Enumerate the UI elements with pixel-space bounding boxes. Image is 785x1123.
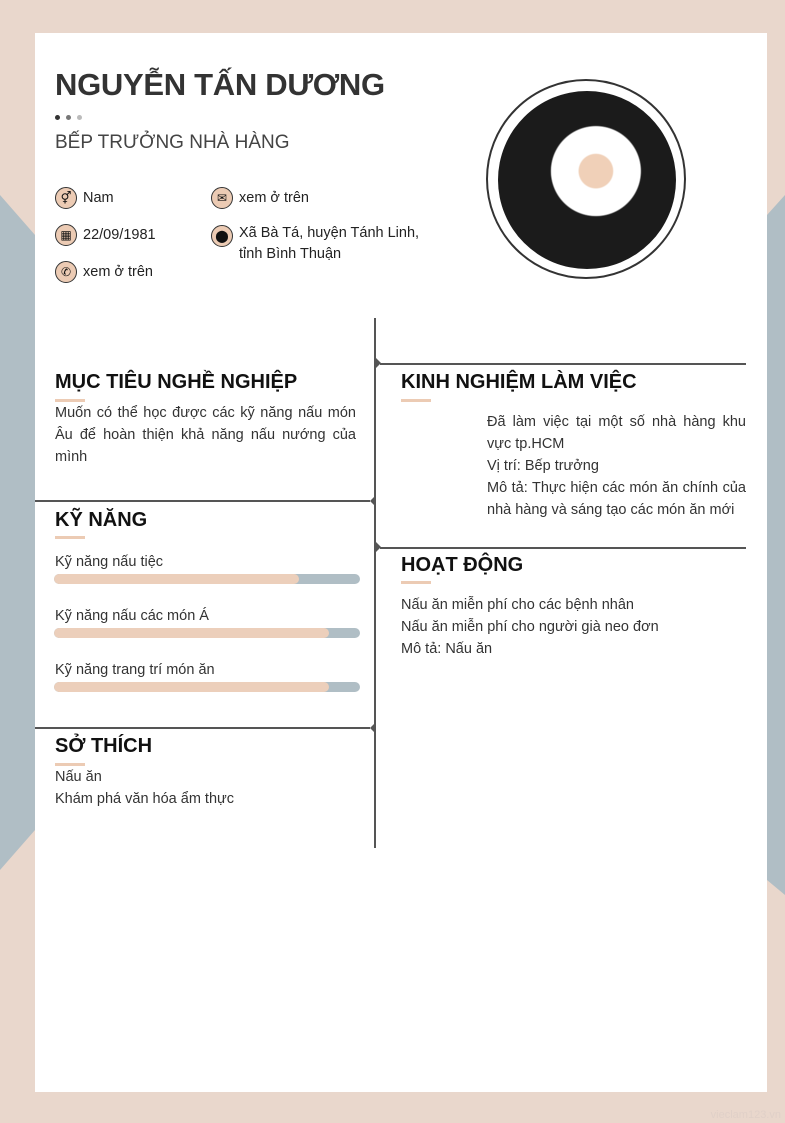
decor-dots — [55, 115, 82, 120]
gender-icon: ⚥ — [55, 187, 77, 209]
email-icon: ✉ — [211, 187, 233, 209]
skill-bar — [54, 628, 360, 638]
experience-line: Mô tả: Thực hiện các món ăn chính của nhà hàng và sáng tạo các món ăn mới — [487, 480, 746, 518]
divider — [35, 500, 370, 502]
location-icon: ⬤ — [211, 225, 233, 247]
divider — [380, 363, 746, 365]
experience-line: Đã làm việc tại một số nhà hàng khu vực tp.HCM — [487, 414, 746, 452]
skill-fill — [54, 628, 329, 638]
experience-line: Vị trí: Bếp trưởng — [487, 458, 599, 474]
skill-bar — [54, 574, 360, 584]
address-row — [211, 223, 421, 265]
birthday-value: 22/09/1981 — [83, 227, 156, 243]
arrow-marker — [370, 496, 375, 506]
skill-fill — [54, 682, 329, 692]
calendar-icon: ▦ — [55, 224, 77, 246]
timeline-divider — [374, 318, 376, 848]
email-row — [211, 188, 309, 209]
activities-heading: HOẠT ĐỘNG — [401, 554, 524, 576]
phone-row — [55, 262, 153, 283]
divider — [35, 727, 370, 729]
gender-value: Nam — [83, 190, 114, 206]
address-value: Xã Bà Tá, huyện Tánh Linh, tỉnh Bình Thuận — [239, 225, 420, 262]
skills-heading: KỸ NĂNG — [55, 509, 148, 531]
phone-value: xem ở trên — [83, 264, 153, 280]
activity-line: Nấu ăn miễn phí cho các bệnh nhân — [401, 597, 634, 613]
arrow-marker — [370, 723, 375, 733]
hobby-item: Khám phá văn hóa ẩm thực — [55, 791, 234, 807]
skill-label: Kỹ năng nấu tiệc — [55, 554, 164, 570]
heading-underline — [55, 536, 85, 539]
heading-underline — [401, 581, 431, 584]
avatar-photo — [498, 91, 676, 269]
experience-heading: KINH NGHIỆM LÀM VIỆC — [401, 371, 637, 393]
gender-row — [55, 188, 114, 209]
birthday-row — [55, 225, 156, 246]
heading-underline — [401, 399, 431, 402]
objective-heading: MỤC TIÊU NGHỀ NGHIỆP — [55, 371, 298, 393]
candidate-name: NGUYỄN TẤN DƯƠNG — [55, 67, 385, 102]
hobbies-heading: SỞ THÍCH — [55, 735, 153, 757]
cv-page — [35, 33, 767, 1092]
activity-line: Mô tả: Nấu ăn — [401, 641, 493, 657]
activity-line: Nấu ăn miễn phí cho người già neo đơn — [401, 619, 659, 635]
skill-fill — [54, 574, 299, 584]
watermark: vieclam123.vn — [710, 1109, 781, 1121]
phone-icon: ✆ — [55, 261, 77, 283]
skill-label: Kỹ năng nấu các món Á — [55, 608, 209, 624]
divider — [380, 547, 746, 549]
hobby-item: Nấu ăn — [55, 769, 102, 785]
skill-bar — [54, 682, 360, 692]
job-title: BẾP TRƯỞNG NHÀ HÀNG — [55, 132, 290, 153]
email-value: xem ở trên — [239, 190, 309, 206]
objective-text: Muốn có thể học được các kỹ năng nấu món Âu để hoàn thiện khả năng nấu nướng của mình — [55, 405, 356, 465]
skill-label: Kỹ năng trang trí món ăn — [55, 662, 215, 678]
